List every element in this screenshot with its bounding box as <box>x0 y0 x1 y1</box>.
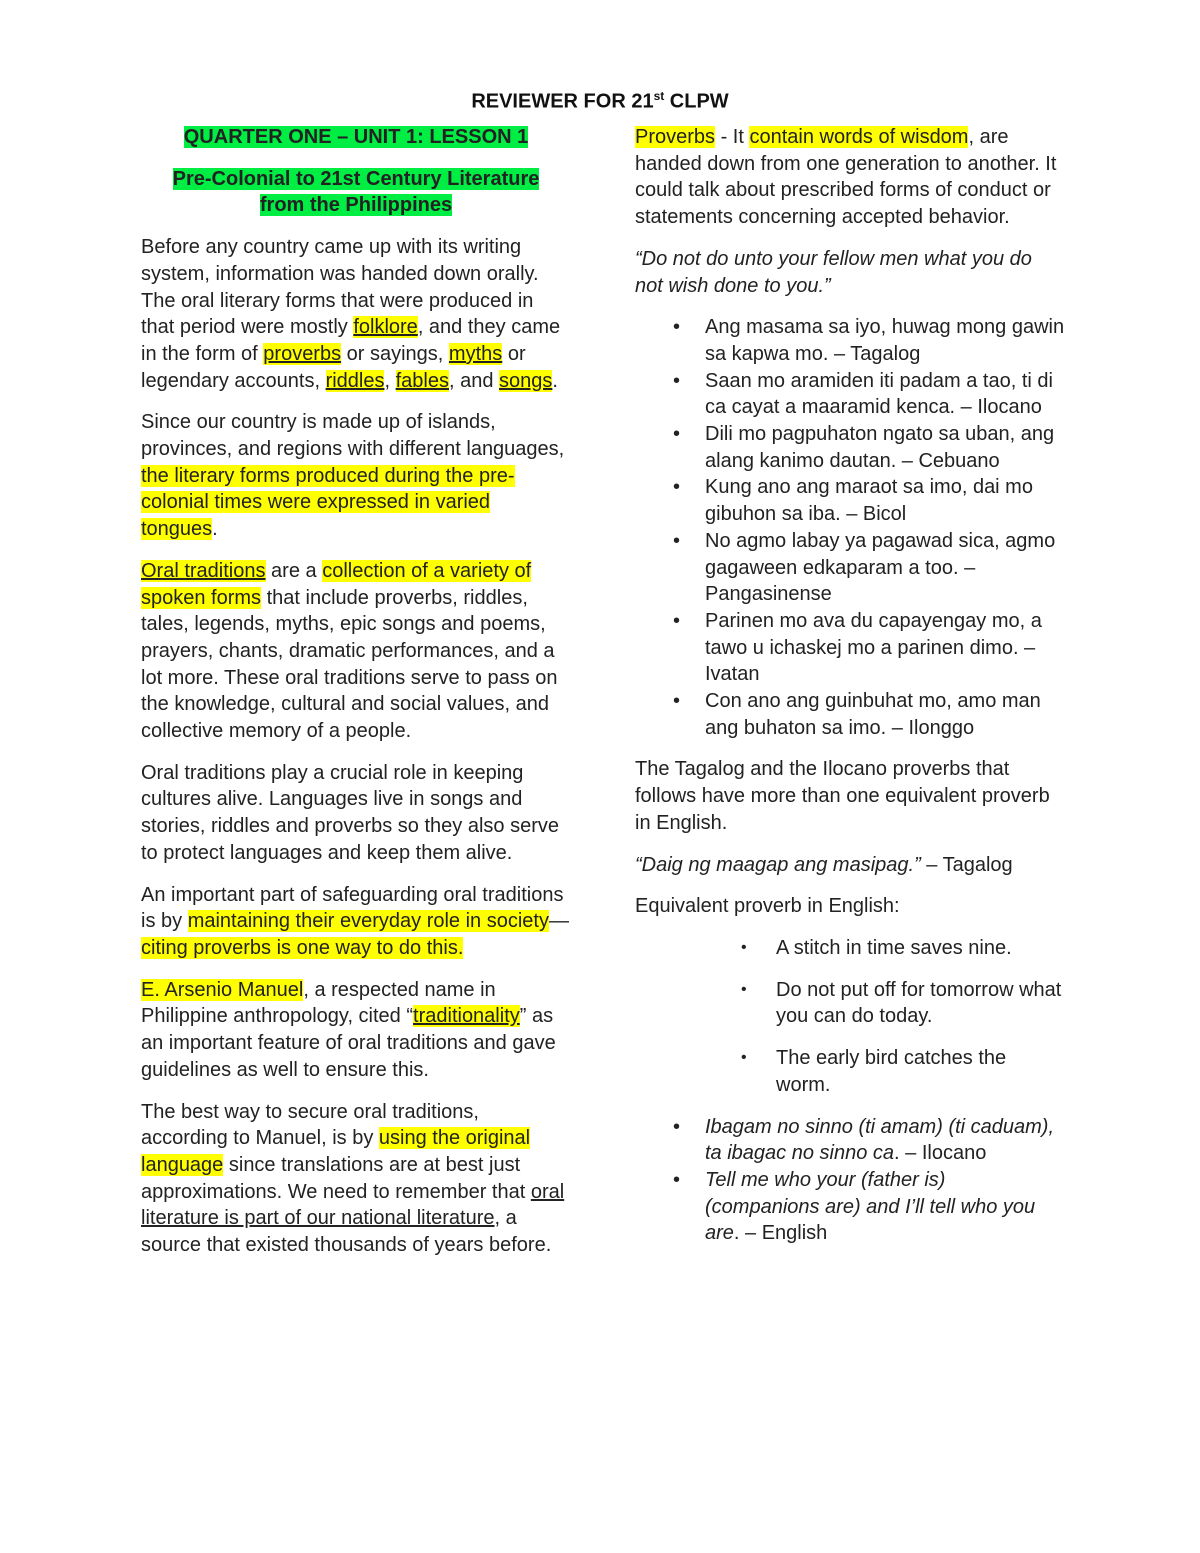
lesson-heading: QUARTER ONE – UNIT 1: LESSON 1 <box>183 126 529 148</box>
ilocano-english-list <box>635 1114 1065 1248</box>
title-superscript: st <box>653 89 665 103</box>
english-proverb-list <box>635 935 1065 1099</box>
paragraph-original-language: The best way to secure oral traditions, according to Manuel, is by using the original language since translations are at best just approximations. We need to remember that oral literature is part of our national literature, a source that existed thousands of years before. <box>141 1100 565 1257</box>
list-item: • A stitch in time saves nine. <box>635 935 1065 962</box>
paragraph-role: Oral traditions play a crucial role in keeping cultures alive. Languages live in songs and stories, riddles and proverbs so they also serve to protect languages and keep them alive. <box>141 761 559 864</box>
document-title <box>0 83 1200 115</box>
lesson-title: Pre-Colonial to 21st Century Literature from the Philippines <box>172 167 540 217</box>
paragraph-languages: Since our country is made up of islands, provinces, and regions with different languages, the literary forms produced during the pre-colonial times were expressed in varied tongues. <box>141 411 565 541</box>
list-item: • Dili mo pagpuhaton ngato sa uban, ang alang kanimo dautan. – Cebuano <box>635 421 1065 474</box>
paragraph-proverbs: Proverbs - It contain words of wisdom, are handed down from one generation to another. It could talk about prescribed forms of conduct or statements concerning accepted behavior. <box>635 126 1057 229</box>
quote-golden-rule: “Do not do unto your fellow men what you do not wish done to you.” <box>635 247 1032 297</box>
right-column <box>635 124 1065 1262</box>
list-item: • Do not put off for tomorrow what you can do today. <box>635 977 1065 1030</box>
list-item: • Saan mo aramiden iti padam a tao, ti di ca cayat a maaramid kenca. – Ilocano <box>635 368 1065 421</box>
list-item: • Kung ano ang maraot sa imo, dai mo gibuhon sa iba. – Bicol <box>635 474 1065 527</box>
paragraph-safeguarding: An important part of safeguarding oral traditions is by maintaining their everyday role in society— citing proverbs is one way to do this. <box>141 883 569 959</box>
quote-tagalog: “Daig ng maagap ang masipag.” – Tagalog <box>635 853 1013 876</box>
proverb-list <box>635 314 1065 741</box>
list-item: • No agmo labay ya pagawad sica, agmo gagaween edkaparam a too. – Pangasinense <box>635 528 1065 608</box>
left-column <box>141 124 571 1274</box>
paragraph-equivalents: The Tagalog and the Ilocano proverbs that follows have more than one equivalent proverb in English. <box>635 758 1050 834</box>
paragraph-oral-traditions: Oral traditions are a collection of a variety of spoken forms that include proverbs, riddles, tales, legends, myths, epic songs and poems, prayers, chants, dramatic performances, and a lot more. These oral traditions serve to pass on the knowledge, cultural and social values, and collective memory of a people. <box>141 559 558 743</box>
paragraph-intro: Before any country came up with its writing system, information was handed down orally. The oral literary forms that were produced in that period were mostly folklore, and they came in the form of proverbs or sayings, myths or legendary accounts, riddles, fables, and songs. <box>141 236 561 392</box>
list-item: • Tell me who your (father is) (companions are) and I’ll tell who you are. – English <box>635 1167 1065 1247</box>
list-item: • Ibagam no sinno (ti amam) (ti caduam), ta ibagac no sinno ca. – Ilocano <box>635 1114 1065 1167</box>
title-text-rest: CLPW <box>664 90 729 113</box>
paragraph-equivalent-label: Equivalent proverb in English: <box>635 895 900 918</box>
list-item: • The early bird catches the worm. <box>635 1045 1065 1098</box>
list-item: • Parinen mo ava du capayengay mo, a tawo u ichaskej mo a parinen dimo. – Ivatan <box>635 608 1065 688</box>
list-item: • Con ano ang guinbuhat mo, amo man ang buhaton sa imo. – Ilonggo <box>635 688 1065 741</box>
paragraph-manuel: E. Arsenio Manuel, a respected name in Philippine anthropology, cited “traditionality” as an important feature of oral traditions and gave guidelines as well to ensure this. <box>141 978 556 1081</box>
list-item: • Ang masama sa iyo, huwag mong gawin sa kapwa mo. – Tagalog <box>635 314 1065 367</box>
title-text: REVIEWER FOR 21 <box>471 90 654 113</box>
